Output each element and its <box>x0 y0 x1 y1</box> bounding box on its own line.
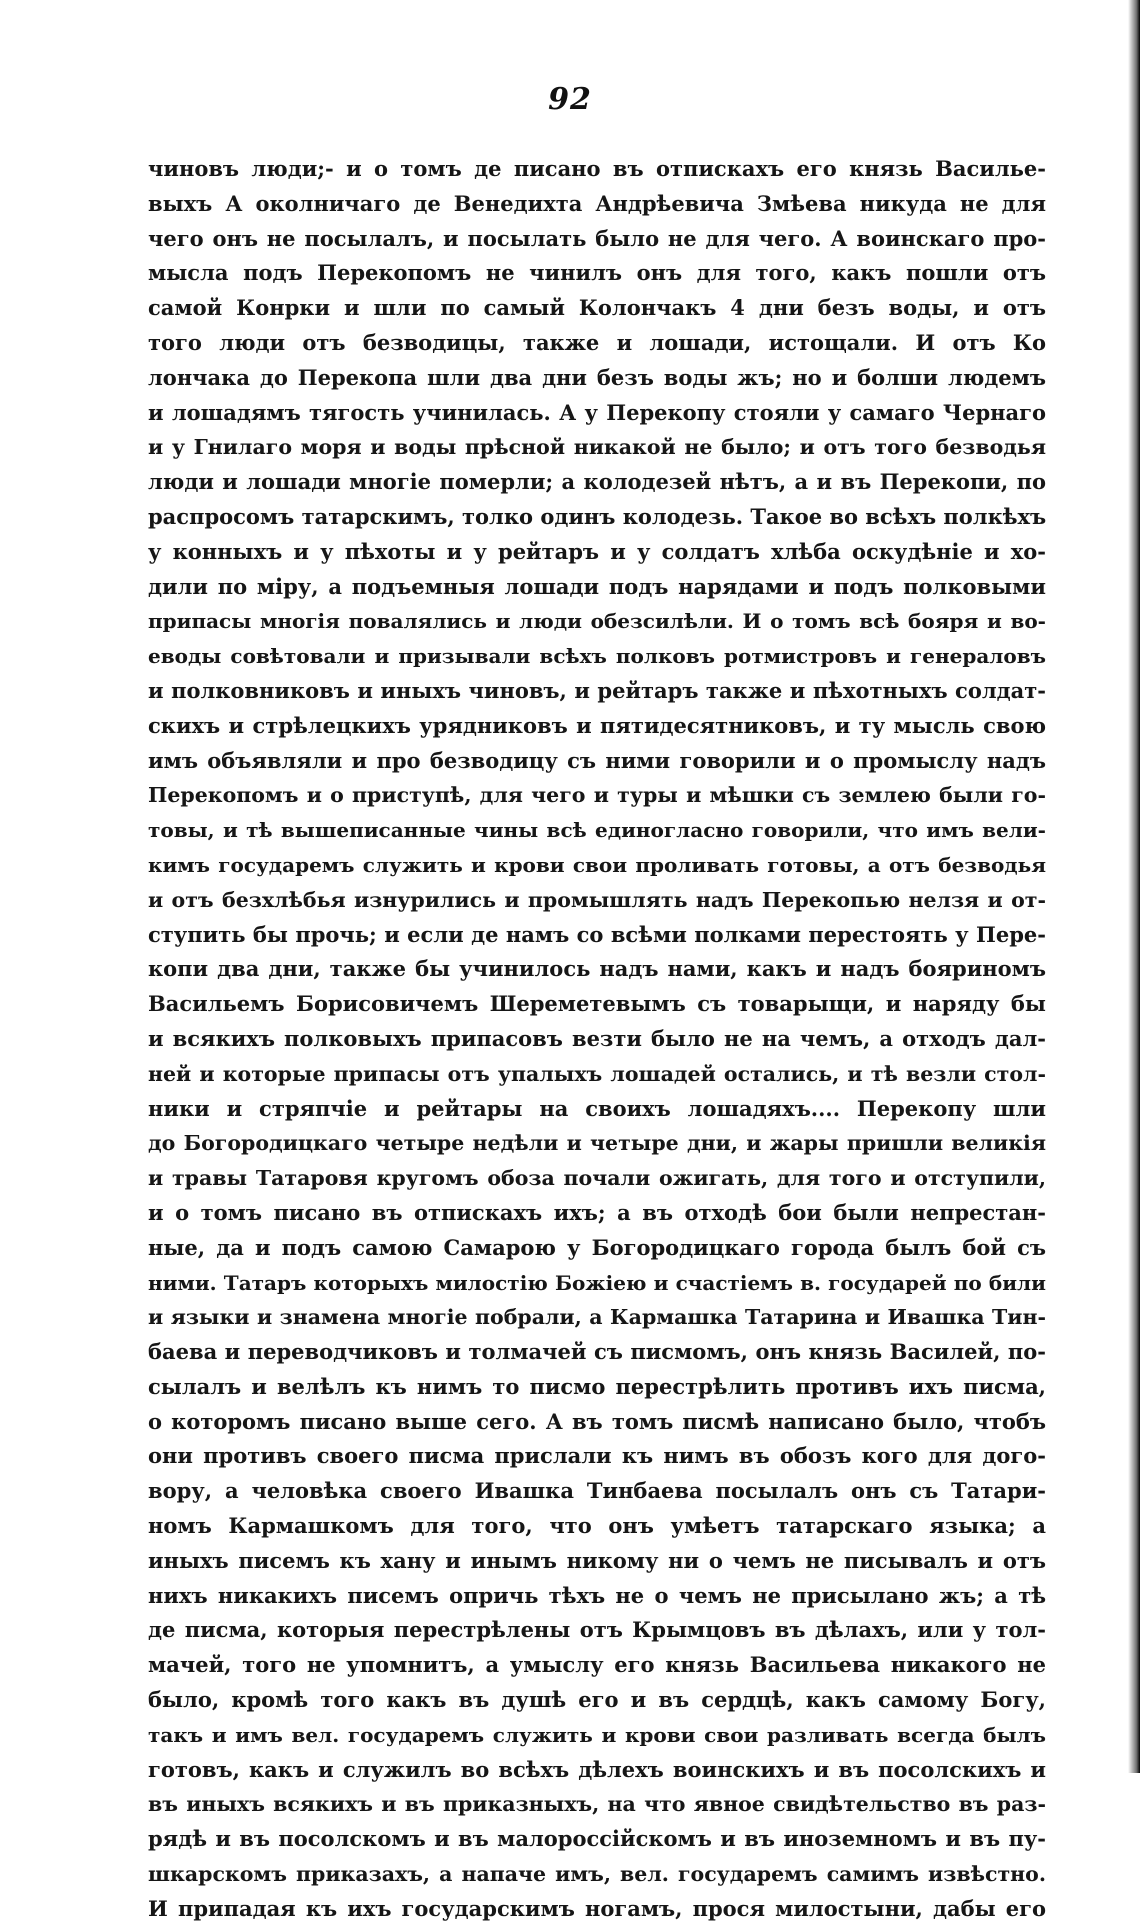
text-line: въ иныхъ всякихъ и въ приказныхъ, на что явное свидѣтельство въ раз- <box>148 1792 1046 1817</box>
text-line: распросомъ татарскимъ, толко одинъ колодезь. Такое во всѣхъ полкѣхъ <box>148 503 1046 529</box>
text-line: сылалъ и велѣлъ къ нимъ то писмо перестрѣлить противъ ихъ писма, <box>148 1373 1046 1399</box>
text-line: и языки и знамена многіе побрали, а Кармашка Татарина и Ивашка Тин- <box>148 1305 1046 1330</box>
text-line: и травы Татаровя кругомъ обоза почали ожигать, для того и отступили, <box>148 1166 1046 1191</box>
text-line: ней и которые припасы отъ упалыхъ лошадей остались, и тѣ везли стол- <box>148 1061 1046 1086</box>
text-line: и отъ безхлѣбья изнурились и промышлять надъ Перекопью нелзя и от- <box>148 887 1046 912</box>
text-line: мысла подъ Перекопомъ не чинилъ онъ для того, какъ пошли отъ <box>148 260 1046 286</box>
text-line: нихъ никакихъ писемъ опричь тѣхъ не о чемъ не присылано жъ; а тѣ <box>148 1582 1046 1608</box>
page-binding-edge <box>1128 0 1140 1773</box>
text-line: товы, и тѣ вышеписанные чины всѣ единогласно говорили, что имъ вели- <box>148 818 1046 843</box>
text-line: рядѣ и въ посолскомъ и въ малороссійскомъ и въ иноземномъ и въ пу- <box>148 1826 1046 1852</box>
body-text <box>148 152 1046 1927</box>
text-line: ные, да и подъ самою Самарою у Богородицкаго города былъ бой съ <box>148 1234 1046 1260</box>
text-line: и всякихъ полковыхъ припасовъ везти было не на чемъ, а отходъ дал- <box>148 1025 1046 1051</box>
text-line: шкарскомъ приказахъ, а напаче имъ, вел. государемъ самимъ извѣстно. <box>148 1862 1046 1887</box>
text-line: до Богородицкаго четыре недѣли и четыре дни, и жары пришли великія <box>148 1131 1046 1156</box>
text-line: иныхъ писемъ къ хану и инымъ никому ни о чемъ не писывалъ и отъ <box>148 1547 1046 1573</box>
text-line: и у Гнилаго моря и воды прѣсной никакой не было; и отъ того безводья <box>148 435 1046 460</box>
text-line: было, кромѣ того какъ въ душѣ его и въ сердцѣ, какъ самому Богу, <box>148 1687 1046 1713</box>
text-line: о которомъ писано выше сего. А въ томъ писмѣ написано было, чтобъ <box>148 1408 1046 1434</box>
text-line: ними. Татаръ которыхъ милостію Божіею и счастіемъ в. государей по били <box>148 1270 1046 1295</box>
text-line: мачей, того не упомнитъ, а умыслу его князь Васильева никакого не <box>148 1652 1046 1678</box>
text-line: И припадая къ ихъ государскимъ ногамъ, прося милостыни, дабы его <box>148 1895 1046 1921</box>
text-line: вору, а человѣка своего Ивашка Тинбаева посылалъ онъ съ Татари- <box>148 1478 1046 1504</box>
text-line: Васильемъ Борисовичемъ Шереметевымъ съ товарыщи, и наряду бы <box>148 991 1046 1017</box>
text-line: чиновъ люди;- и о томъ де писано въ отпискахъ его князь Василье- <box>148 156 1046 181</box>
text-line: такъ и имъ вел. государемъ служить и крови свои разливать всегда былъ <box>148 1722 1046 1747</box>
text-line: они противъ своего писма прислали къ нимъ въ обозъ кого для дого- <box>148 1443 1046 1469</box>
text-line: дили по міру, а подъемныя лошади подъ нарядами и подъ полковыми <box>148 573 1046 599</box>
text-line: люди и лошади многіе померли; а колодезей нѣтъ, а и въ Перекопи, по <box>148 469 1046 495</box>
text-line: номъ Кармашкомъ для того, что онъ умѣетъ татарскаго языка; а <box>148 1513 1046 1539</box>
text-line: кимъ государемъ служить и крови свои проливать готовы, а отъ безводья <box>148 852 1046 877</box>
text-line: скихъ и стрѣлецкихъ урядниковъ и пятидесятниковъ, и ту мысль свою <box>148 712 1046 738</box>
text-line: ступить бы прочь; и если де намъ со всѣми полками перестоять у Пере- <box>148 921 1046 947</box>
text-line: и лошадямъ тягость учинилась. А у Перекопу стояли у самаго Чернаго <box>148 399 1046 425</box>
text-line: самой Конрки и шли по самый Колончакъ 4 дни безъ воды, и отъ <box>148 295 1046 321</box>
text-line: и полковниковъ и иныхъ чиновъ, и рейтаръ также и пѣхотныхъ солдат- <box>148 677 1046 703</box>
text-line: ники и стряпчіе и рейтары на своихъ лошадяхъ.... Перекопу шли <box>148 1095 1046 1121</box>
text-line: лончака до Перекопа шли два дни безъ воды жъ; но и болши людемъ <box>148 364 1046 390</box>
text-line: баева и переводчиковъ и толмачей съ писмомъ, онъ князь Василей, по- <box>148 1339 1046 1365</box>
text-line: у конныхъ и у пѣхоты и у рейтаръ и у солдатъ хлѣба оскудѣніе и хо- <box>148 538 1046 564</box>
text-line: того люди отъ безводицы, также и лошади, истощали. И отъ Ко <box>148 329 1046 355</box>
text-line: чего онъ не посылалъ, и посылать было не для чего. А воинскаго про- <box>148 225 1046 251</box>
text-line: еводы совѣтовали и призывали всѣхъ полковъ ротмистровъ и генераловъ <box>148 644 1046 669</box>
text-line: де писма, которыя перестрѣлены отъ Крымцовъ въ дѣлахъ, или у тол- <box>148 1617 1046 1643</box>
page-number: 92 <box>548 82 592 117</box>
text-line: копи два дни, также бы учинилось надъ нами, какъ и надъ бояриномъ <box>148 956 1046 982</box>
text-line: выхъ А околничаго де Венедихта Андрѣевича Змѣева никуда не для <box>148 190 1046 216</box>
text-line: Перекопомъ и о приступѣ, для чего и туры и мѣшки съ землею были го- <box>148 783 1046 808</box>
text-line: имъ объявляли и про безводицу съ ними говорили и о промыслу надъ <box>148 747 1046 773</box>
text-line: готовъ, какъ и служилъ во всѣхъ дѣлехъ воинскихъ и въ посолскихъ и <box>148 1756 1046 1782</box>
text-line: и о томъ писано въ отпискахъ ихъ; а въ отходѣ бои были непрестан- <box>148 1199 1046 1225</box>
text-line: припасы многія повалялись и люди обезсилѣли. И о томъ всѣ бояря и во- <box>148 609 1046 634</box>
